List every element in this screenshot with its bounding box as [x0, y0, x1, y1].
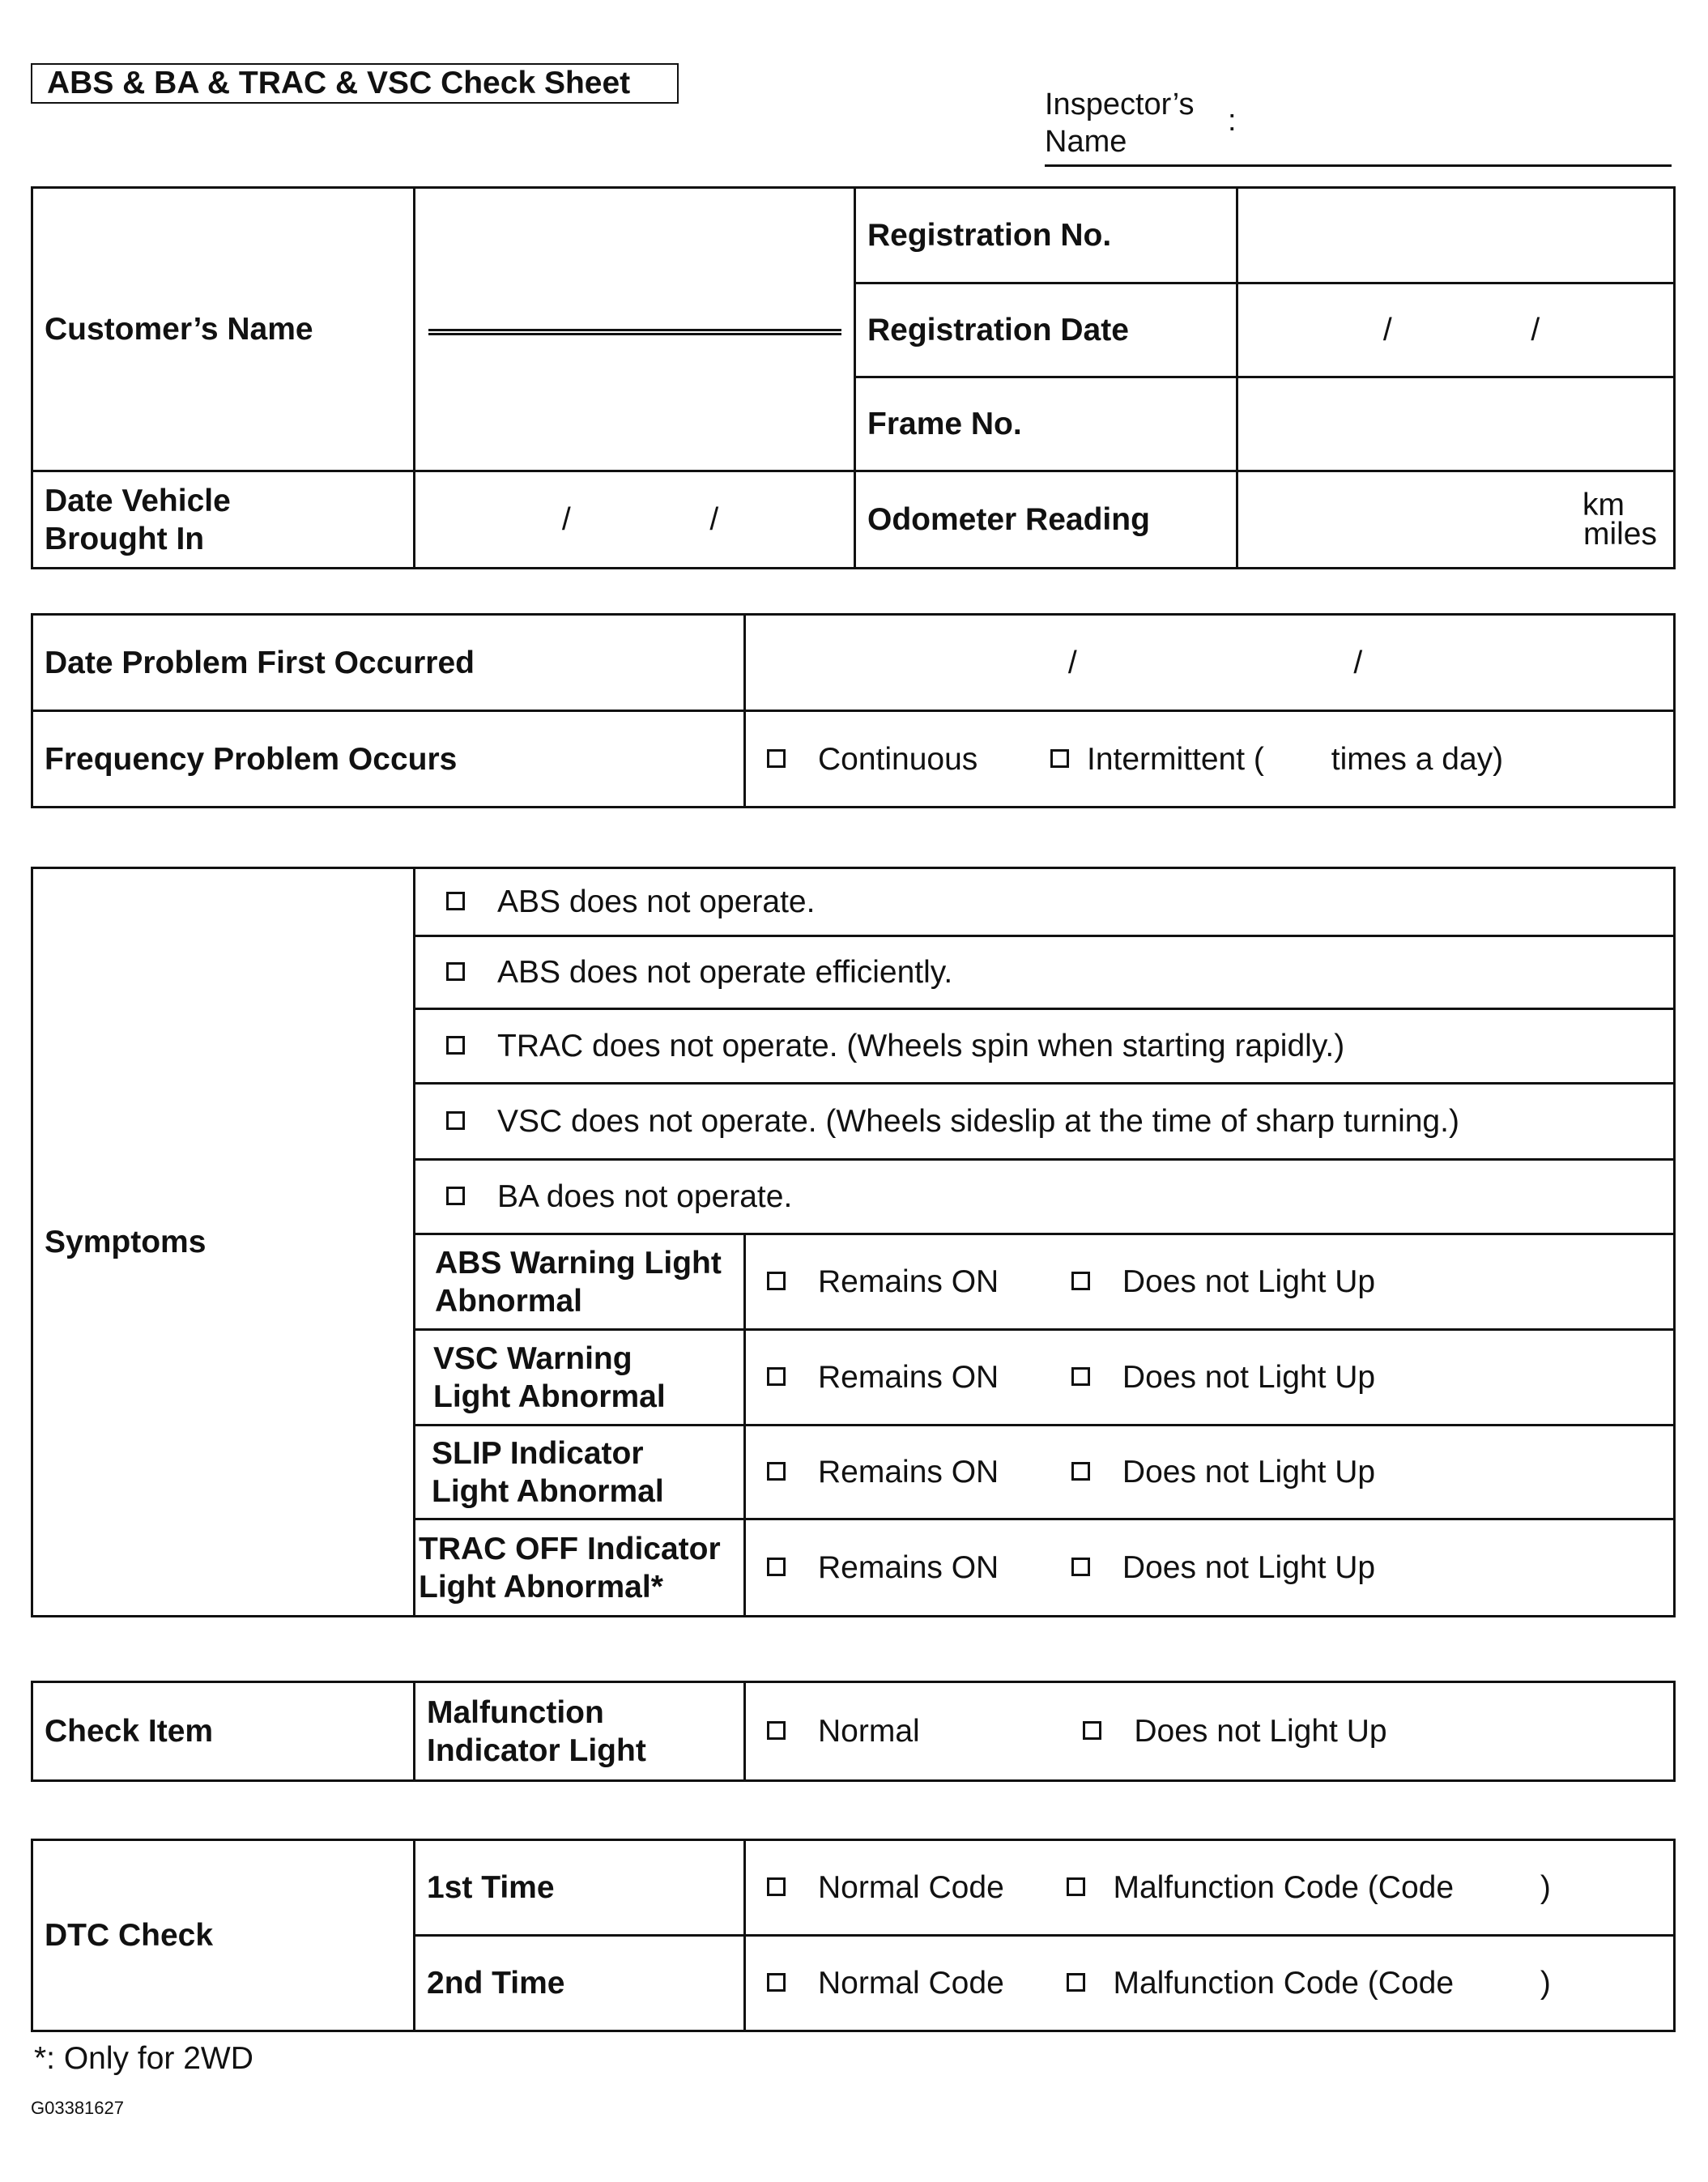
symptom-text: ABS does not operate. [497, 884, 816, 919]
check-item-label: Check Item [32, 1682, 415, 1781]
date-slash: / [709, 502, 719, 537]
remains-on-label: Remains ON [818, 1455, 999, 1489]
symptom-checkbox[interactable] [446, 1111, 465, 1130]
light-name-line2: Abnormal [435, 1283, 583, 1319]
continuous-checkbox[interactable] [767, 749, 786, 768]
symptom-checkbox[interactable] [446, 892, 465, 910]
date-brought-in-field[interactable] [415, 471, 855, 569]
date-brought-in-label [32, 471, 415, 569]
light-name-line2: Light Abnormal [432, 1473, 664, 1509]
odometer-field[interactable] [1237, 471, 1675, 569]
date-slash: / [1531, 313, 1540, 347]
symptoms-label: Symptoms [32, 868, 415, 1617]
unit-km: km [1582, 487, 1625, 522]
vehicle-info-table [31, 186, 1676, 569]
symptoms-table [31, 867, 1676, 1617]
customers-name-label: Customer’s Name [32, 188, 415, 471]
trac-off-indicator-label [415, 1519, 745, 1617]
frame-no-field[interactable] [1237, 377, 1675, 471]
mil-label-line2: Indicator Light [427, 1732, 646, 1768]
check-item-table [31, 1681, 1676, 1782]
remains-on-checkbox[interactable] [767, 1462, 786, 1481]
light-name-line1: SLIP Indicator [432, 1435, 644, 1471]
odometer-label: Odometer Reading [855, 471, 1237, 569]
does-not-light-label: Does not Light Up [1122, 1455, 1376, 1489]
does-not-light-checkbox[interactable] [1071, 1558, 1090, 1576]
normal-checkbox[interactable] [767, 1721, 786, 1740]
dtc-first-time-options [745, 1840, 1675, 1936]
times-a-day-label: times a day) [1331, 741, 1504, 777]
name-underline [428, 329, 841, 335]
light-name-line1: ABS Warning Light [435, 1245, 722, 1281]
symptom-text: BA does not operate. [497, 1179, 793, 1214]
remains-on-checkbox[interactable] [767, 1558, 786, 1576]
frequency-label: Frequency Problem Occurs [32, 711, 745, 808]
mil-options [745, 1682, 1675, 1781]
does-not-light-checkbox[interactable] [1083, 1721, 1101, 1740]
malfunction-code-checkbox[interactable] [1067, 1877, 1085, 1896]
malfunction-code-checkbox[interactable] [1067, 1973, 1085, 1992]
dtc-first-time-label: 1st Time [415, 1840, 745, 1936]
does-not-light-checkbox[interactable] [1071, 1462, 1090, 1481]
light-name-line1: VSC Warning [433, 1340, 633, 1376]
dtc-check-table [31, 1839, 1676, 2032]
symptom-checkbox[interactable] [446, 1187, 465, 1205]
does-not-light-label: Does not Light Up [1134, 1714, 1387, 1749]
frequency-options [745, 711, 1675, 808]
continuous-label: Continuous [818, 741, 978, 777]
figure-reference: G03381627 [31, 2098, 124, 2118]
symptom-text: VSC does not operate. (Wheels sideslip at the time of sharp turning.) [497, 1104, 1459, 1139]
frame-no-label: Frame No. [855, 377, 1237, 471]
does-not-light-label: Does not Light Up [1122, 1550, 1376, 1585]
inspector-name-field[interactable] [1045, 164, 1672, 167]
date-first-occurred-label: Date Problem First Occurred [32, 615, 745, 711]
inspector-name-label [1045, 86, 1194, 160]
date-brought-in-line1: Date Vehicle [45, 483, 231, 518]
unit-miles: miles [1582, 516, 1657, 552]
mil-label [415, 1682, 745, 1781]
remains-on-label: Remains ON [818, 1360, 999, 1395]
symptom-checkbox[interactable] [446, 962, 465, 981]
date-brought-in-line2: Brought In [45, 521, 205, 556]
abs-warning-light-label [415, 1234, 745, 1330]
symptom-row [415, 868, 1675, 936]
remains-on-label: Remains ON [818, 1550, 999, 1585]
date-first-occurred-field[interactable] [745, 615, 1675, 711]
normal-code-label: Normal Code [818, 1870, 1004, 1905]
normal-code-checkbox[interactable] [767, 1973, 786, 1992]
symptom-checkbox[interactable] [446, 1036, 465, 1055]
normal-label: Normal [818, 1714, 920, 1749]
symptom-row [415, 1160, 1675, 1234]
does-not-light-checkbox[interactable] [1071, 1367, 1090, 1386]
does-not-light-label: Does not Light Up [1122, 1264, 1376, 1299]
registration-no-field[interactable] [1237, 188, 1675, 283]
abs-warning-light-options [745, 1234, 1675, 1330]
does-not-light-label: Does not Light Up [1122, 1360, 1376, 1395]
sheet-title: ABS & BA & TRAC & VSC Check Sheet [31, 63, 679, 104]
inspector-label-line1: Inspector’s [1045, 87, 1195, 121]
symptom-text: TRAC does not operate. (Wheels spin when starting rapidly.) [497, 1029, 1345, 1063]
registration-date-field[interactable] [1237, 283, 1675, 377]
symptom-text: ABS does not operate efficiently. [497, 955, 953, 990]
close-paren: ) [1540, 1966, 1551, 2001]
date-slash: / [1382, 313, 1392, 347]
intermittent-checkbox[interactable] [1050, 749, 1069, 768]
does-not-light-checkbox[interactable] [1071, 1272, 1090, 1290]
footnote: *: Only for 2WD [34, 2041, 253, 2076]
dtc-check-label: DTC Check [32, 1840, 415, 2031]
slip-indicator-label [415, 1426, 745, 1519]
date-slash: / [1067, 645, 1077, 680]
light-name-line2: Light Abnormal [433, 1379, 666, 1414]
remains-on-label: Remains ON [818, 1264, 999, 1299]
vsc-warning-light-options [745, 1330, 1675, 1426]
intermittent-label: Intermittent ( [1087, 741, 1264, 777]
remains-on-checkbox[interactable] [767, 1367, 786, 1386]
occurrence-table [31, 613, 1676, 808]
light-name-line1: TRAC OFF Indicator [419, 1531, 721, 1566]
registration-no-label: Registration No. [855, 188, 1237, 283]
dtc-second-time-label: 2nd Time [415, 1936, 745, 2031]
close-paren: ) [1540, 1870, 1551, 1905]
malfunction-code-label: Malfunction Code (Code [1113, 1966, 1455, 2001]
dtc-second-time-options [745, 1936, 1675, 2031]
normal-code-checkbox[interactable] [767, 1877, 786, 1896]
remains-on-checkbox[interactable] [767, 1272, 786, 1290]
trac-off-indicator-options [745, 1519, 1675, 1617]
normal-code-label: Normal Code [818, 1966, 1004, 2001]
registration-date-label: Registration Date [855, 283, 1237, 377]
mil-label-line1: Malfunction [427, 1694, 604, 1730]
light-name-line2: Light Abnormal* [419, 1569, 663, 1605]
inspector-label-line2: Name [1045, 125, 1127, 159]
malfunction-code-label: Malfunction Code (Code [1113, 1870, 1455, 1905]
vsc-warning-light-label [415, 1330, 745, 1426]
symptom-row [415, 1084, 1675, 1160]
slip-indicator-options [745, 1426, 1675, 1519]
symptom-row [415, 936, 1675, 1009]
date-slash: / [561, 502, 571, 537]
customers-name-field[interactable] [415, 188, 855, 471]
date-slash: / [1353, 645, 1363, 680]
inspector-colon: : [1228, 104, 1237, 138]
symptom-row [415, 1009, 1675, 1084]
